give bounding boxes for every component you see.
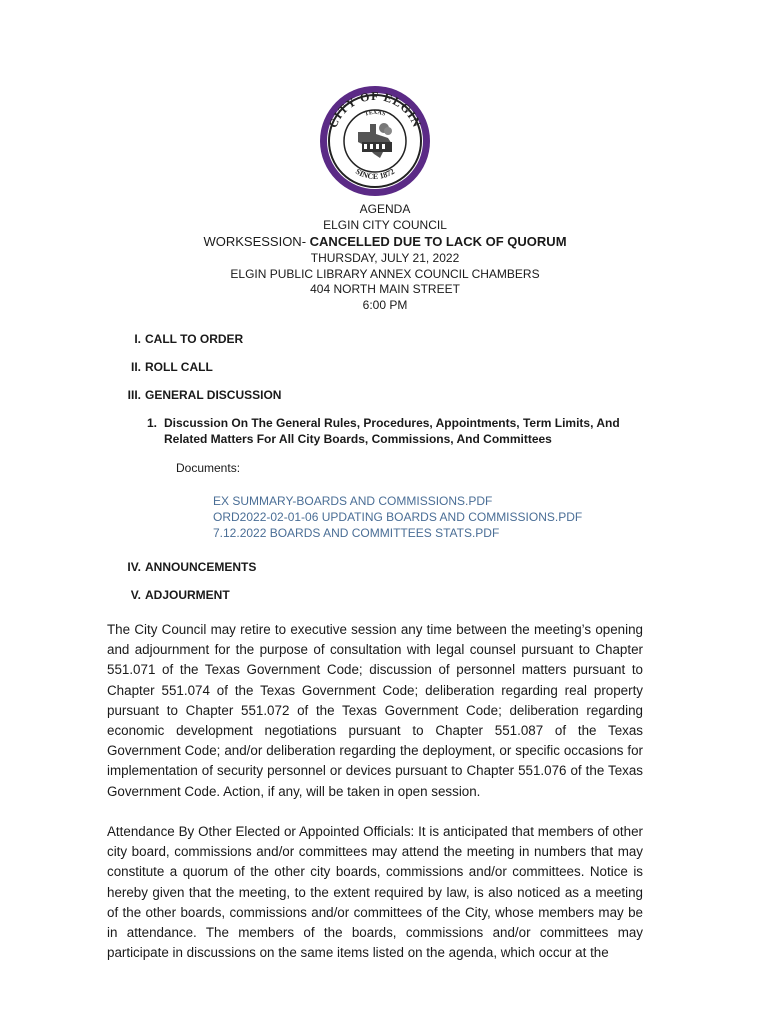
- meeting-location: ELGIN PUBLIC LIBRARY ANNEX COUNCIL CHAMBERS: [230, 266, 540, 281]
- worksession-prefix: WORKSESSION-: [203, 234, 307, 250]
- outline-label: ADJOURMENT: [145, 588, 230, 602]
- worksession-status: CANCELLED DUE TO LACK OF QUORUM: [309, 234, 567, 250]
- outline-item-call-to-order: [134, 332, 244, 346]
- document-link[interactable]: 7.12.2022 BOARDS AND COMMITTEES STATS.PDF: [213, 526, 500, 540]
- discussion-item-number: 1.: [147, 416, 158, 430]
- outline-label: CALL TO ORDER: [145, 332, 244, 346]
- attendance-paragraph: Attendance By Other Elected or Appointed Officials: It is anticipated that members of other city board, commissions and/or committees may attend the meeting in numbers that may constitute a quorum of the other city boards, commissions and/or committees. Notice is hereby given that the meeting, to the extent required by law, is also noticed as a meeting of the other boards, commissions and/or committees of the City, whose members may be in attendance. The members of the boards, commissions and/or committees may participate in discussions on the same items listed on the agenda, which occur at the: [107, 824, 643, 961]
- agenda-header: [0, 202, 770, 314]
- city-seal-icon: [318, 84, 432, 198]
- executive-session-paragraph: The City Council may retire to executive session any time between the meeting’s opening and adjournment for the purpose of consultation with legal counsel pursuant to Chapter 551.071 of the Texas Government Code; discussion of personnel matters pursuant to Chapter 551.074 of the Texas Government Code; deliberation regarding real property pursuant to Chapter 551.072 of the Texas Government Code; deliberation regarding economic development negotiations pursuant to Chapter 551.087 of the Texas Government Code; and/or deliberation regarding the deployment, or specific occasions for implementation of security personnel or devices pursuant to Chapter 551.076 of the Texas Government Code. Action, if any, will be taken in open session.: [107, 622, 643, 799]
- outline-label: ANNOUNCEMENTS: [145, 560, 257, 574]
- outline-item-adjournment: [130, 588, 230, 602]
- outline-item-general-discussion: [127, 388, 282, 402]
- outline-label: ROLL CALL: [145, 360, 213, 374]
- outline-item-roll-call: [130, 360, 213, 374]
- council-name: ELGIN CITY COUNCIL: [323, 217, 447, 232]
- meeting-date: THURSDAY, JULY 21, 2022: [310, 251, 460, 266]
- worksession-line: [0, 233, 770, 251]
- discussion-item: [147, 416, 647, 447]
- outline-num: V.: [130, 588, 141, 602]
- outline-num: IV.: [127, 560, 141, 574]
- outline-label: GENERAL DISCUSSION: [145, 388, 282, 402]
- discussion-item-title: Discussion On The General Rules, Procedures, Appointments, Term Limits, And Related Matters For All City Boards, Commissions, And Committees: [164, 416, 620, 446]
- document-link[interactable]: ORD2022-02-01-06 UPDATING BOARDS AND COMMISSIONS.PDF: [213, 510, 583, 524]
- document-link[interactable]: EX SUMMARY-BOARDS AND COMMISSIONS.PDF: [213, 494, 493, 508]
- agenda-title: AGENDA: [359, 202, 411, 216]
- seal-state-text: TEXAS: [364, 109, 387, 118]
- outline-item-announcements: [127, 560, 257, 574]
- meeting-time: 6:00 PM: [362, 297, 408, 312]
- outline-num: II.: [130, 360, 141, 374]
- outline-num: I.: [134, 332, 141, 346]
- seal-bottom-text: SINCE 1872: [353, 166, 397, 182]
- documents-label: Documents:: [176, 461, 241, 475]
- seal-top-text: CITY OF ELGIN: [325, 89, 425, 130]
- meeting-address: 404 NORTH MAIN STREET: [310, 282, 460, 297]
- outline-num: III.: [127, 388, 141, 402]
